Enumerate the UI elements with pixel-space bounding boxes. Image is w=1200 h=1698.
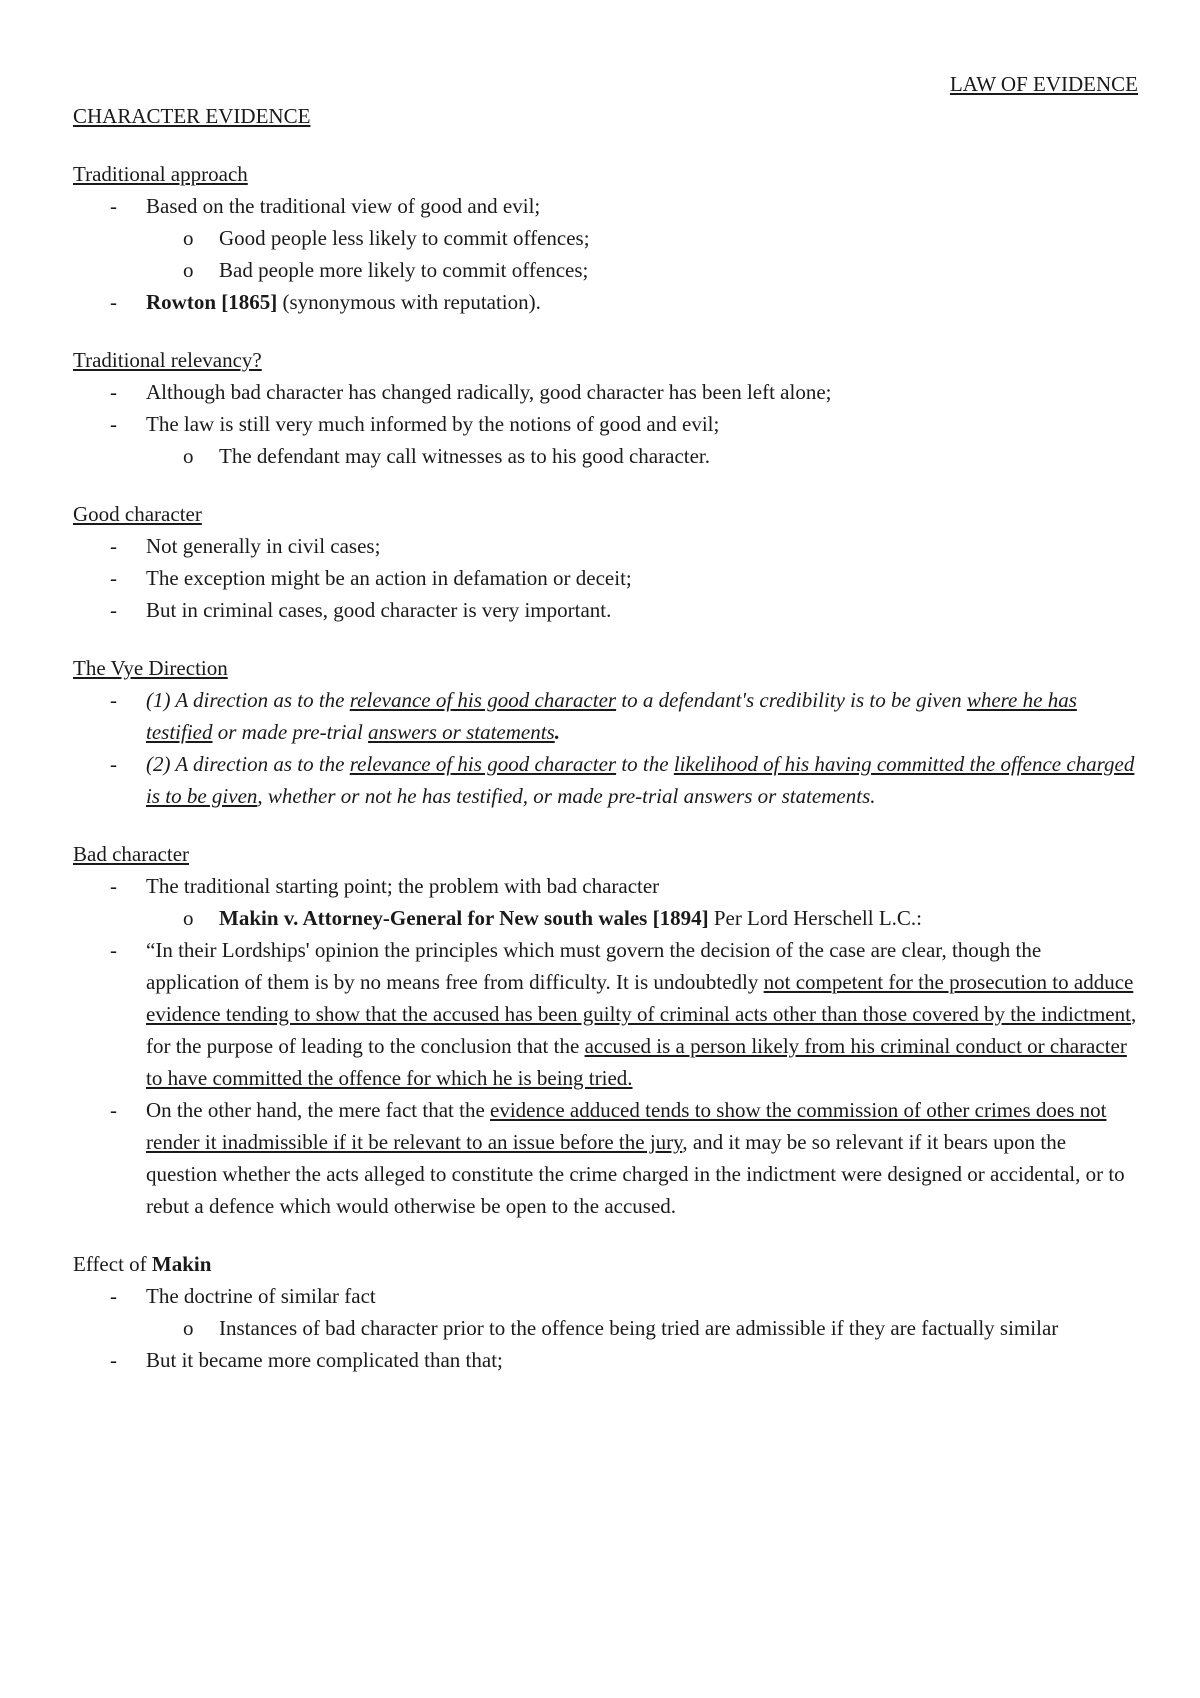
bullet-item: - But in criminal cases, good character is very important. [73,594,1138,626]
bullet-item: - Based on the traditional view of good and evil; [73,190,1138,222]
underlined-text: likelihood of his having committed the offence charged is to be given [146,752,1135,808]
section-title: Traditional approach [73,162,248,186]
underlined-text: answers or statements [368,720,555,744]
underlined-text: relevance of his good character [349,688,617,712]
document-title: CHARACTER EVIDENCE [73,104,311,128]
text-run: “In their Lordships' opinion the principles which must govern the decision of the case are clear, though the application of them is by no means free from difficulty. It is undoubtedly [146,938,1042,994]
section-effect-of-makin [73,1248,1138,1376]
section-title [73,1248,1138,1280]
sub-bullet-item: o Good people less likely to commit offences; [73,222,1138,254]
bullet-item: - The exception might be an action in defamation or deceit; [73,562,1138,594]
quote-bullet [73,1094,1138,1222]
case-name: Makin v. Attorney-General for New south wales [1894] [219,906,709,930]
bullet-item: - The traditional starting point; the problem with bad character [73,870,1138,902]
section-title: The Vye Direction [73,656,228,680]
bullet-item: - The doctrine of similar fact [73,1280,1138,1312]
section-bad-character [73,838,1138,1222]
section-traditional-approach [73,158,1138,318]
text-run: Effect of [73,1252,152,1276]
text-run: On the other hand, the mere fact that the [146,1098,491,1122]
bullet-item: - Although bad character has changed radically, good character has been left alone; [73,376,1138,408]
sub-bullet-item: o The defendant may call witnesses as to his good character. [73,440,1138,472]
bullet-item: - The law is still very much informed by the notions of good and evil; [73,408,1138,440]
sub-bullet-item [73,902,1138,934]
section-title: Good character [73,502,202,526]
underlined-text: where he has testified [146,688,1077,744]
text-run: to a defendant's credibility is to be given [616,688,967,712]
underlined-text: evidence adduced tends to show the commission of other crimes does not render it inadmissible if it be relevant to an issue before the jury [146,1098,1107,1154]
sub-bullet-item: o Bad people more likely to commit offences; [73,254,1138,286]
course-header: LAW OF EVIDENCE [949,72,1138,96]
case-name: Makin [151,1252,212,1276]
case-name: Rowton [1865] [146,290,278,314]
text-run: , for the purpose of leading to the conclusion that the [146,1002,1137,1058]
section-title: Bad character [73,842,190,866]
text-run: (1) A direction as to the [146,688,350,712]
text-run: , whether or not he has testified, or made pre-trial answers or statements. [257,784,876,808]
text-run: (2) A direction as to the [146,752,350,776]
text-run: or made pre-trial [212,720,369,744]
bullet-item [73,286,1138,318]
section-title: Traditional relevancy? [73,348,262,372]
section-vye-direction [73,652,1138,812]
bullet-item: - Not generally in civil cases; [73,530,1138,562]
text-run: , and it may be so relevant if it bears upon the question whether the acts alleged to constitute the crime charged in the indictment were designed or accidental, or to rebut a defence which would otherwise be open to the accused. [146,1130,1125,1218]
document-body [73,70,1138,1376]
section-traditional-relevancy [73,344,1138,472]
sub-bullet-item: o Instances of bad character prior to the offence being tried are admissible if they are factually similar [73,1312,1138,1344]
text-run: . [554,720,560,744]
section-good-character [73,498,1138,626]
underlined-text: accused is a person likely from his criminal conduct or character to have committed the offence for which he is being tried. [146,1034,1127,1090]
bullet-item [73,684,1138,748]
bullet-text: Per Lord Herschell L.C.: [708,906,923,930]
bullet-item: - But it became more complicated than that; [73,1344,1138,1376]
bullet-text: (synonymous with reputation). [277,290,541,314]
underlined-text: relevance of his good character [349,752,617,776]
quote-bullet [73,934,1138,1094]
underlined-text: not competent for the prosecution to adduce evidence tending to show that the accused has been guilty of criminal acts other than those covered by the indictment [146,970,1134,1026]
text-run: to the [616,752,674,776]
bullet-item [73,748,1138,812]
